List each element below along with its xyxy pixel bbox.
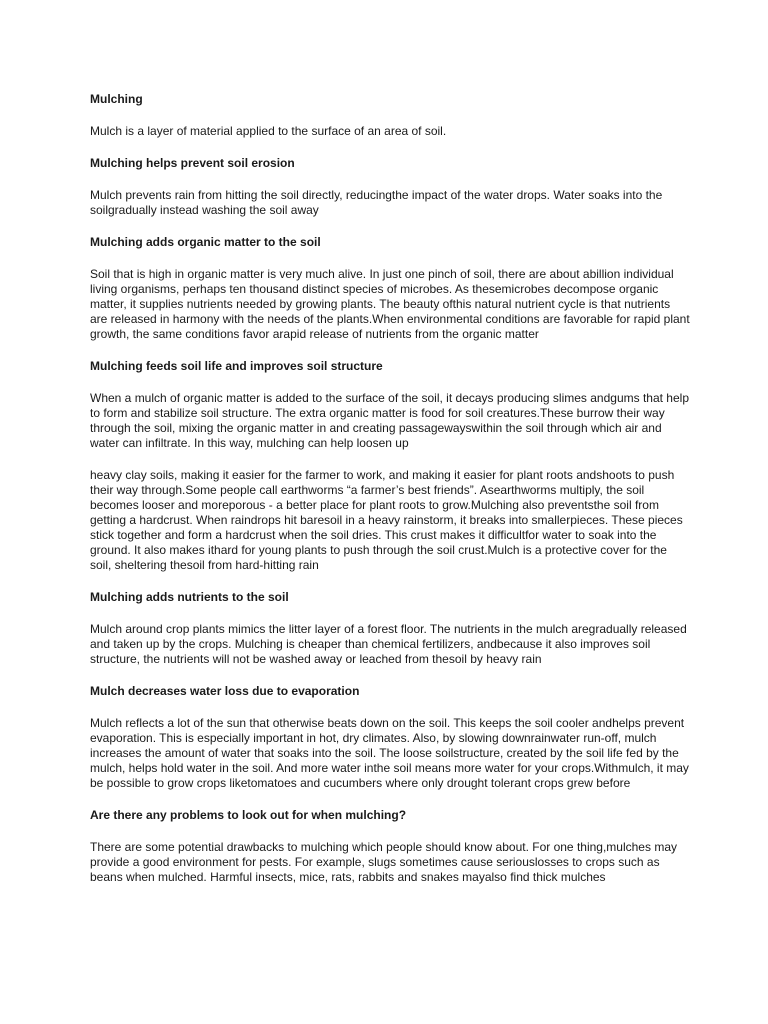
section-paragraph-erosion: Mulch prevents rain from hitting the soil directly, reducingthe impact of the water drops. Water soaks into the soilgradually instead washing the soil away: [90, 188, 663, 217]
intro-paragraph: Mulch is a layer of material applied to the surface of an area of soil.: [90, 124, 447, 138]
section-heading-soil-life: Mulching feeds soil life and improves soil structure: [90, 359, 383, 373]
document-page: [90, 92, 690, 885]
section-heading-evaporation: Mulch decreases water loss due to evaporation: [90, 684, 360, 698]
document-title: Mulching: [90, 92, 143, 106]
section-paragraph-problems: There are some potential drawbacks to mulching which people should know about. For one thing,mulches may provide a good environment for pests. For example, slugs sometimes cause seriouslosses to crops such as beans when mulched. Harmful insects, mice, rats, rabbits and snakes mayalso find thick mulches: [90, 840, 677, 884]
section-heading-nutrients: Mulching adds nutrients to the soil: [90, 590, 289, 604]
section-paragraph-evaporation: Mulch reflects a lot of the sun that otherwise beats down on the soil. This keeps the soil cooler andhelps prevent evaporation. This is especially important in hot, dry climates. Also, by slowing downrainwater run-off, mulch increases the amount of water that soaks into the soil. The loose soilstructure, created by the soil life fed by the mulch, helps hold water in the soil. And more water inthe soil means more water for your crops.Withmulch, it may be possible to grow crops liketomatoes and cucumbers where only drought tolerant crops grew before: [90, 716, 689, 790]
section-paragraph-soil-life-1: When a mulch of organic matter is added to the surface of the soil, it decays producing slimes andgums that help to form and stabilize soil structure. The extra organic matter is food for soil creatures.These burrow their way through the soil, mixing the organic matter in and creating passagewayswithin the soil through which air and water can infiltrate. In this way, mulching can help loosen up: [90, 391, 689, 450]
section-paragraph-nutrients: Mulch around crop plants mimics the litter layer of a forest floor. The nutrients in the mulch aregradually released and taken up by the crops. Mulching is cheaper than chemical fertilizers, andbecause it also improves soil structure, the nutrients will not be washed away or leached from thesoil by heavy rain: [90, 622, 687, 666]
section-paragraph-organic-matter: Soil that is high in organic matter is very much alive. In just one pinch of soil, there are about abillion individual living organisms, perhaps ten thousand distinct species of microbes. As thesemicrobes decompose organic matter, it supplies nutrients needed by growing plants. The beauty ofthis natural nutrient cycle is that nutrients are released in harmony with the needs of the plants.When environmental conditions are favorable for rapid plant growth, the same conditions favor arapid release of nutrients from the organic matter: [90, 267, 690, 341]
section-heading-organic-matter: Mulching adds organic matter to the soil: [90, 235, 321, 249]
section-heading-problems: Are there any problems to look out for when mulching?: [90, 808, 407, 822]
section-paragraph-soil-life-2: heavy clay soils, making it easier for the farmer to work, and making it easier for plant roots andshoots to push their way through.Some people call earthworms “a farmer’s best friends”. Asearthworms multiply, the soil becomes looser and moreporous - a better place for plant roots to grow.Mulching also preventsthe soil from getting a hardcrust. When raindrops hit baresoil in a heavy rainstorm, it breaks into smallerpieces. These pieces stick together and form a hardcrust when the soil dries. This crust makes it difficultfor water to soak into the ground. It also makes ithard for young plants to push through the soil crust.Mulch is a protective cover for the soil, sheltering thesoil from hard-hitting rain: [90, 468, 683, 572]
section-heading-erosion: Mulching helps prevent soil erosion: [90, 156, 295, 170]
